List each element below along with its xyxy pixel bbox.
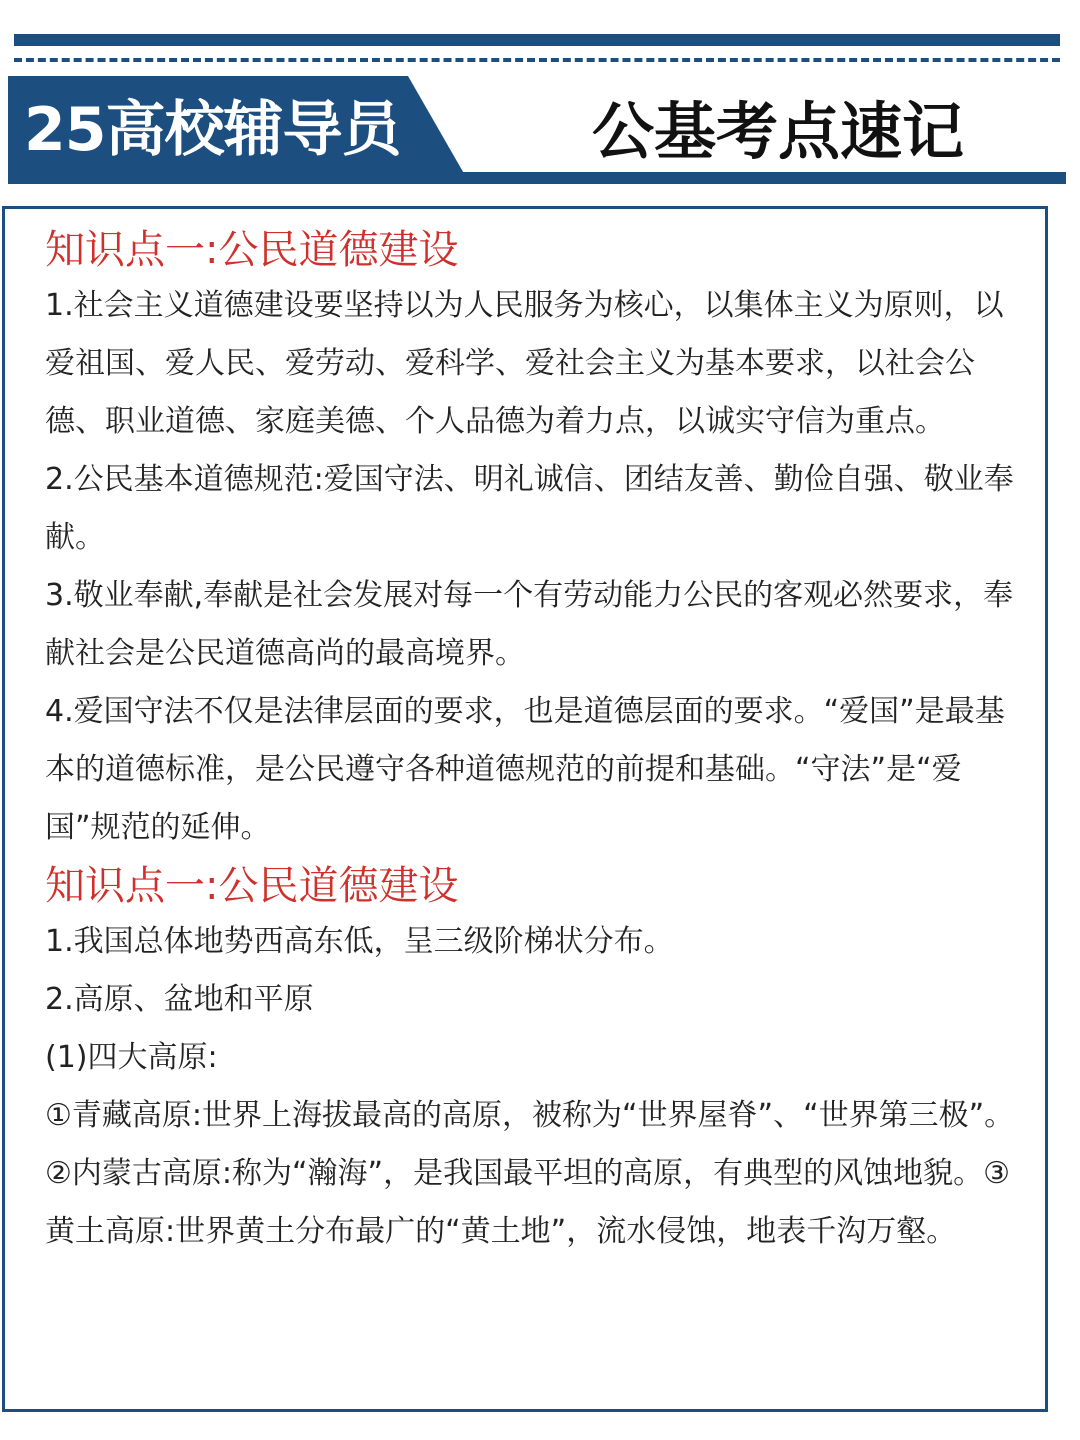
top-dashed-divider (14, 58, 1060, 62)
paragraph: (1)四大高原: (45, 1040, 218, 1075)
banner-right-title: 公基考点速记 (592, 95, 965, 168)
paragraph: 4.爱国守法不仅是法律层面的要求，也是道德层面的要求。“爱国”是最基本的道德标准，是公民遵守各种道德规范的前提和基础。“守法”是“爱国”规范的延伸。 (45, 694, 1005, 845)
paragraph: 3.敬业奉献,奉献是社会发展对每一个有劳动能力公民的客观必然要求，奉献社会是公民道德高尚的最高境界。 (45, 578, 1014, 671)
paragraph: ①青藏高原:世界上海拔最高的高原，被称为“世界屋脊”、“世界第三极”。②内蒙古高原:称为“瀚海”，是我国最平坦的高原，有典型的风蚀地貌。③黄土高原:世界黄土分布最广的“黄土地”，流水侵蚀，地表千沟万壑。 (45, 1098, 1015, 1249)
section-title: 知识点一:公民道德建设 (45, 227, 459, 273)
paragraph: 2.高原、盆地和平原 (45, 982, 314, 1017)
paragraph: 2.公民基本道德规范:爱国守法、明礼诚信、团结友善、勤俭自强、敬业奉献。 (45, 462, 1014, 555)
top-divider-bar (14, 34, 1060, 46)
content-box (2, 206, 1048, 1412)
section-1 (45, 225, 1025, 857)
paragraph: 1.我国总体地势西高东低，呈三级阶梯状分布。 (45, 924, 674, 959)
banner-left-title: 25高校辅导员 (24, 95, 401, 165)
content-inner (45, 209, 1025, 1261)
section-2 (45, 861, 1025, 1261)
banner-bottom-bar (8, 172, 1066, 184)
paragraph: 1.社会主义道德建设要坚持以为人民服务为核心，以集体主义为原则，以爱祖国、爱人民、爱劳动、爱科学、爱社会主义为基本要求，以社会公德、职业道德、家庭美德、个人品德为着力点，以诚实守信为重点。 (45, 288, 1004, 439)
section-title: 知识点一:公民道德建设 (45, 863, 459, 909)
